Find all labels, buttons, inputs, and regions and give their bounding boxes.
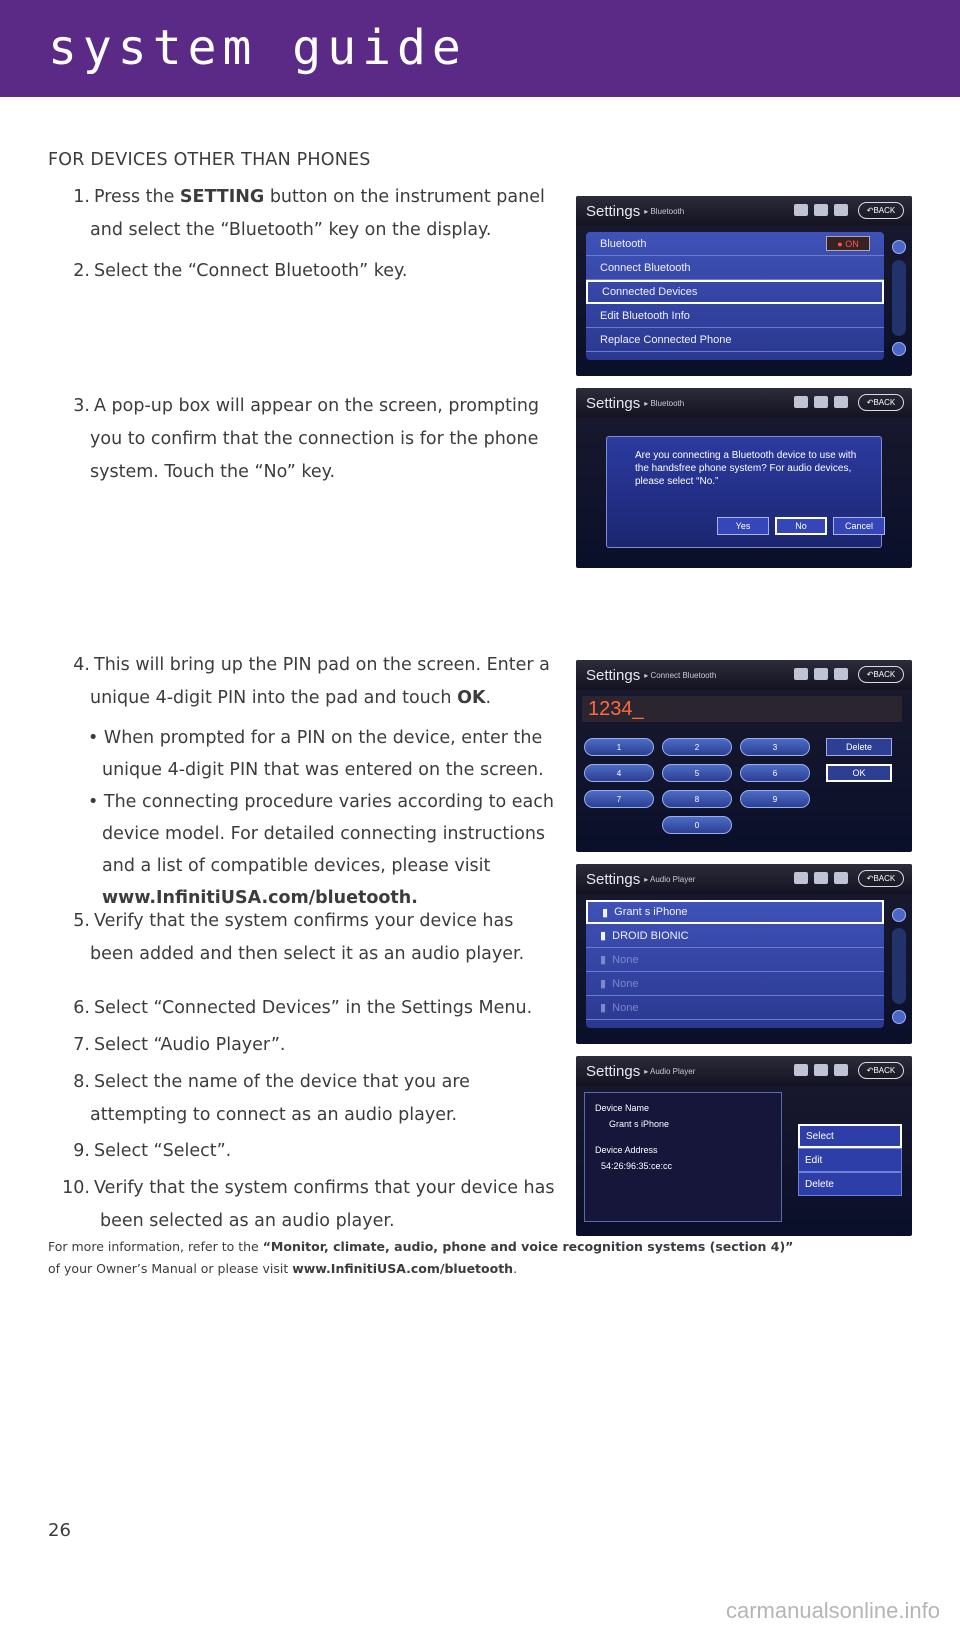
section-title: FOR DEVICES OTHER THAN PHONES — [48, 150, 371, 170]
screen-topbar: Settings ▸ Audio Player ↶ BACK — [576, 1056, 912, 1086]
key-7[interactable]: 7 — [584, 790, 654, 808]
device-action-menu — [798, 1124, 902, 1196]
dialog-message: Are you connecting a Bluetooth device to use with the handsfree phone system? For audio devices, please select “No.” — [635, 450, 857, 487]
phone-icon — [794, 872, 808, 884]
step-2: 2. Select the “Connect Bluetooth” key. — [73, 261, 408, 281]
back-button[interactable]: ↶ BACK — [858, 202, 904, 219]
on-badge: ● ON — [826, 236, 870, 251]
list-item-empty: ▮ None — [586, 972, 884, 996]
scroll-down-icon[interactable] — [892, 342, 906, 356]
signal-icon — [834, 668, 848, 680]
device-address-value: 54:26:96:35:ce:cc — [601, 1161, 673, 1171]
yes-button[interactable]: Yes — [717, 517, 769, 535]
signal-icon — [834, 1064, 848, 1076]
scroll-up-icon[interactable] — [892, 908, 906, 922]
screen-audio-player-list — [576, 864, 912, 1044]
menu-item-edit-bluetooth-info[interactable]: Edit Bluetooth Info — [586, 304, 884, 328]
bullet-pin: • When prompted for a PIN on the device, enter the unique 4-digit PIN that was entered on the screen. — [88, 728, 544, 780]
screen-topbar: Settings ▸ Bluetooth ↶ BACK — [576, 388, 912, 418]
key-6[interactable]: 6 — [740, 764, 810, 782]
audio-player-list — [586, 900, 884, 1028]
header-band — [0, 0, 960, 97]
status-icons — [794, 1064, 848, 1076]
key-9[interactable]: 9 — [740, 790, 810, 808]
battery-icon — [814, 1064, 828, 1076]
screen-topbar: Settings ▸ Audio Player ↶ BACK — [576, 864, 912, 894]
battery-icon — [814, 396, 828, 408]
key-8[interactable]: 8 — [662, 790, 732, 808]
status-icons — [794, 396, 848, 408]
phone-icon — [794, 204, 808, 216]
signal-icon — [834, 204, 848, 216]
step-9: 9. Select “Select”. — [73, 1141, 232, 1161]
list-item-empty: ▮ None — [586, 948, 884, 972]
step-5: 5. Verify that the system confirms your device has been added and then select it as an audio player. — [73, 911, 525, 964]
scrollbar[interactable] — [892, 928, 906, 1004]
screen-device-detail — [576, 1056, 912, 1236]
status-icons — [794, 204, 848, 216]
watermark: carmanualsonline.info — [725, 1598, 940, 1623]
settings-menu — [586, 232, 884, 360]
key-3[interactable]: 3 — [740, 738, 810, 756]
step-3: 3. A pop-up box will appear on the screen, prompting you to confirm that the connection is for the phone system. Touch the “No” key. — [73, 396, 540, 482]
pin-input[interactable]: 1234_ — [582, 696, 902, 722]
delete-button[interactable]: Delete — [826, 738, 892, 756]
step-1: 1. Press the SETTING button on the instrument panel and select the “Bluetooth” key on the display. — [73, 187, 545, 240]
back-button[interactable]: ↶ BACK — [858, 870, 904, 887]
confirm-dialog — [606, 436, 882, 548]
list-item-empty: ▮ None — [586, 996, 884, 1020]
screen-topbar: Settings ▸ Connect Bluetooth ↶ BACK — [576, 660, 912, 690]
menu-item-connect-bluetooth[interactable]: Connect Bluetooth — [586, 256, 884, 280]
back-button[interactable]: ↶ BACK — [858, 394, 904, 411]
list-item-device[interactable]: ▮ DROID BIONIC — [586, 924, 884, 948]
device-address-label: Device Address — [595, 1145, 658, 1155]
ok-button[interactable]: OK — [826, 764, 892, 782]
key-2[interactable]: 2 — [662, 738, 732, 756]
bluetooth-link[interactable]: www.InfinitiUSA.com/bluetooth. — [102, 888, 418, 908]
screen-pin-pad — [576, 660, 912, 852]
scroll-down-icon[interactable] — [892, 1010, 906, 1024]
key-5[interactable]: 5 — [662, 764, 732, 782]
key-1[interactable]: 1 — [584, 738, 654, 756]
screen-confirm-dialog — [576, 388, 912, 568]
phone-icon — [794, 396, 808, 408]
scrollbar[interactable] — [892, 260, 906, 336]
device-name-label: Device Name — [595, 1103, 650, 1113]
battery-icon — [814, 872, 828, 884]
battery-icon — [814, 204, 828, 216]
step-7: 7. Select “Audio Player”. — [73, 1035, 286, 1055]
step-10: 10. Verify that the system confirms that your device has been selected as an audio player. — [62, 1178, 555, 1231]
signal-icon — [834, 396, 848, 408]
key-0[interactable]: 0 — [662, 816, 732, 834]
delete-button[interactable]: Delete — [798, 1172, 902, 1196]
screen-topbar: Settings ▸ Bluetooth ↶ BACK — [576, 196, 912, 226]
back-button[interactable]: ↶ BACK — [858, 1062, 904, 1079]
page-number: 26 — [48, 1520, 71, 1541]
key-4[interactable]: 4 — [584, 764, 654, 782]
signal-icon — [834, 872, 848, 884]
status-icons — [794, 872, 848, 884]
page-title: system guide — [48, 20, 467, 76]
back-button[interactable]: ↶ BACK — [858, 666, 904, 683]
footer-note: For more information, refer to the “Monitor, climate, audio, phone and voice recognition systems (section 4)” of your Owner’s Manual or please visit www.InfinitiUSA.com/bluetooth. — [48, 1239, 794, 1276]
phone-icon — [794, 668, 808, 680]
battery-icon — [814, 668, 828, 680]
step-8: 8. Select the name of the device that you are attempting to connect as an audio player. — [73, 1072, 470, 1125]
select-button[interactable]: Select — [798, 1124, 902, 1148]
device-info-panel — [584, 1092, 782, 1222]
edit-button[interactable]: Edit — [798, 1148, 902, 1172]
step-6: 6. Select “Connected Devices” in the Settings Menu. — [73, 998, 533, 1018]
no-button[interactable]: No — [775, 517, 827, 535]
scroll-up-icon[interactable] — [892, 240, 906, 254]
step-4: 4. This will bring up the PIN pad on the screen. Enter a unique 4-digit PIN into the pad and touch OK. — [73, 655, 550, 708]
phone-icon — [794, 1064, 808, 1076]
menu-item-connected-devices[interactable]: Connected Devices — [586, 280, 884, 304]
screen-bluetooth-menu — [576, 196, 912, 376]
list-item-device[interactable]: ▮ Grant s iPhone — [586, 900, 884, 924]
cancel-button[interactable]: Cancel — [833, 517, 885, 535]
footer-link[interactable]: www.InfinitiUSA.com/bluetooth — [292, 1261, 514, 1276]
menu-item-replace-connected-phone[interactable]: Replace Connected Phone — [586, 328, 884, 352]
bullet-procedure: • The connecting procedure varies according to each device model. For detailed connecting instructions and a list of compatible devices, please visit www.InfinitiUSA.com/bluetooth. — [88, 786, 568, 914]
status-icons — [794, 668, 848, 680]
menu-item-bluetooth[interactable]: Bluetooth ● ON — [586, 232, 884, 256]
device-name-value: Grant s iPhone — [609, 1119, 670, 1129]
